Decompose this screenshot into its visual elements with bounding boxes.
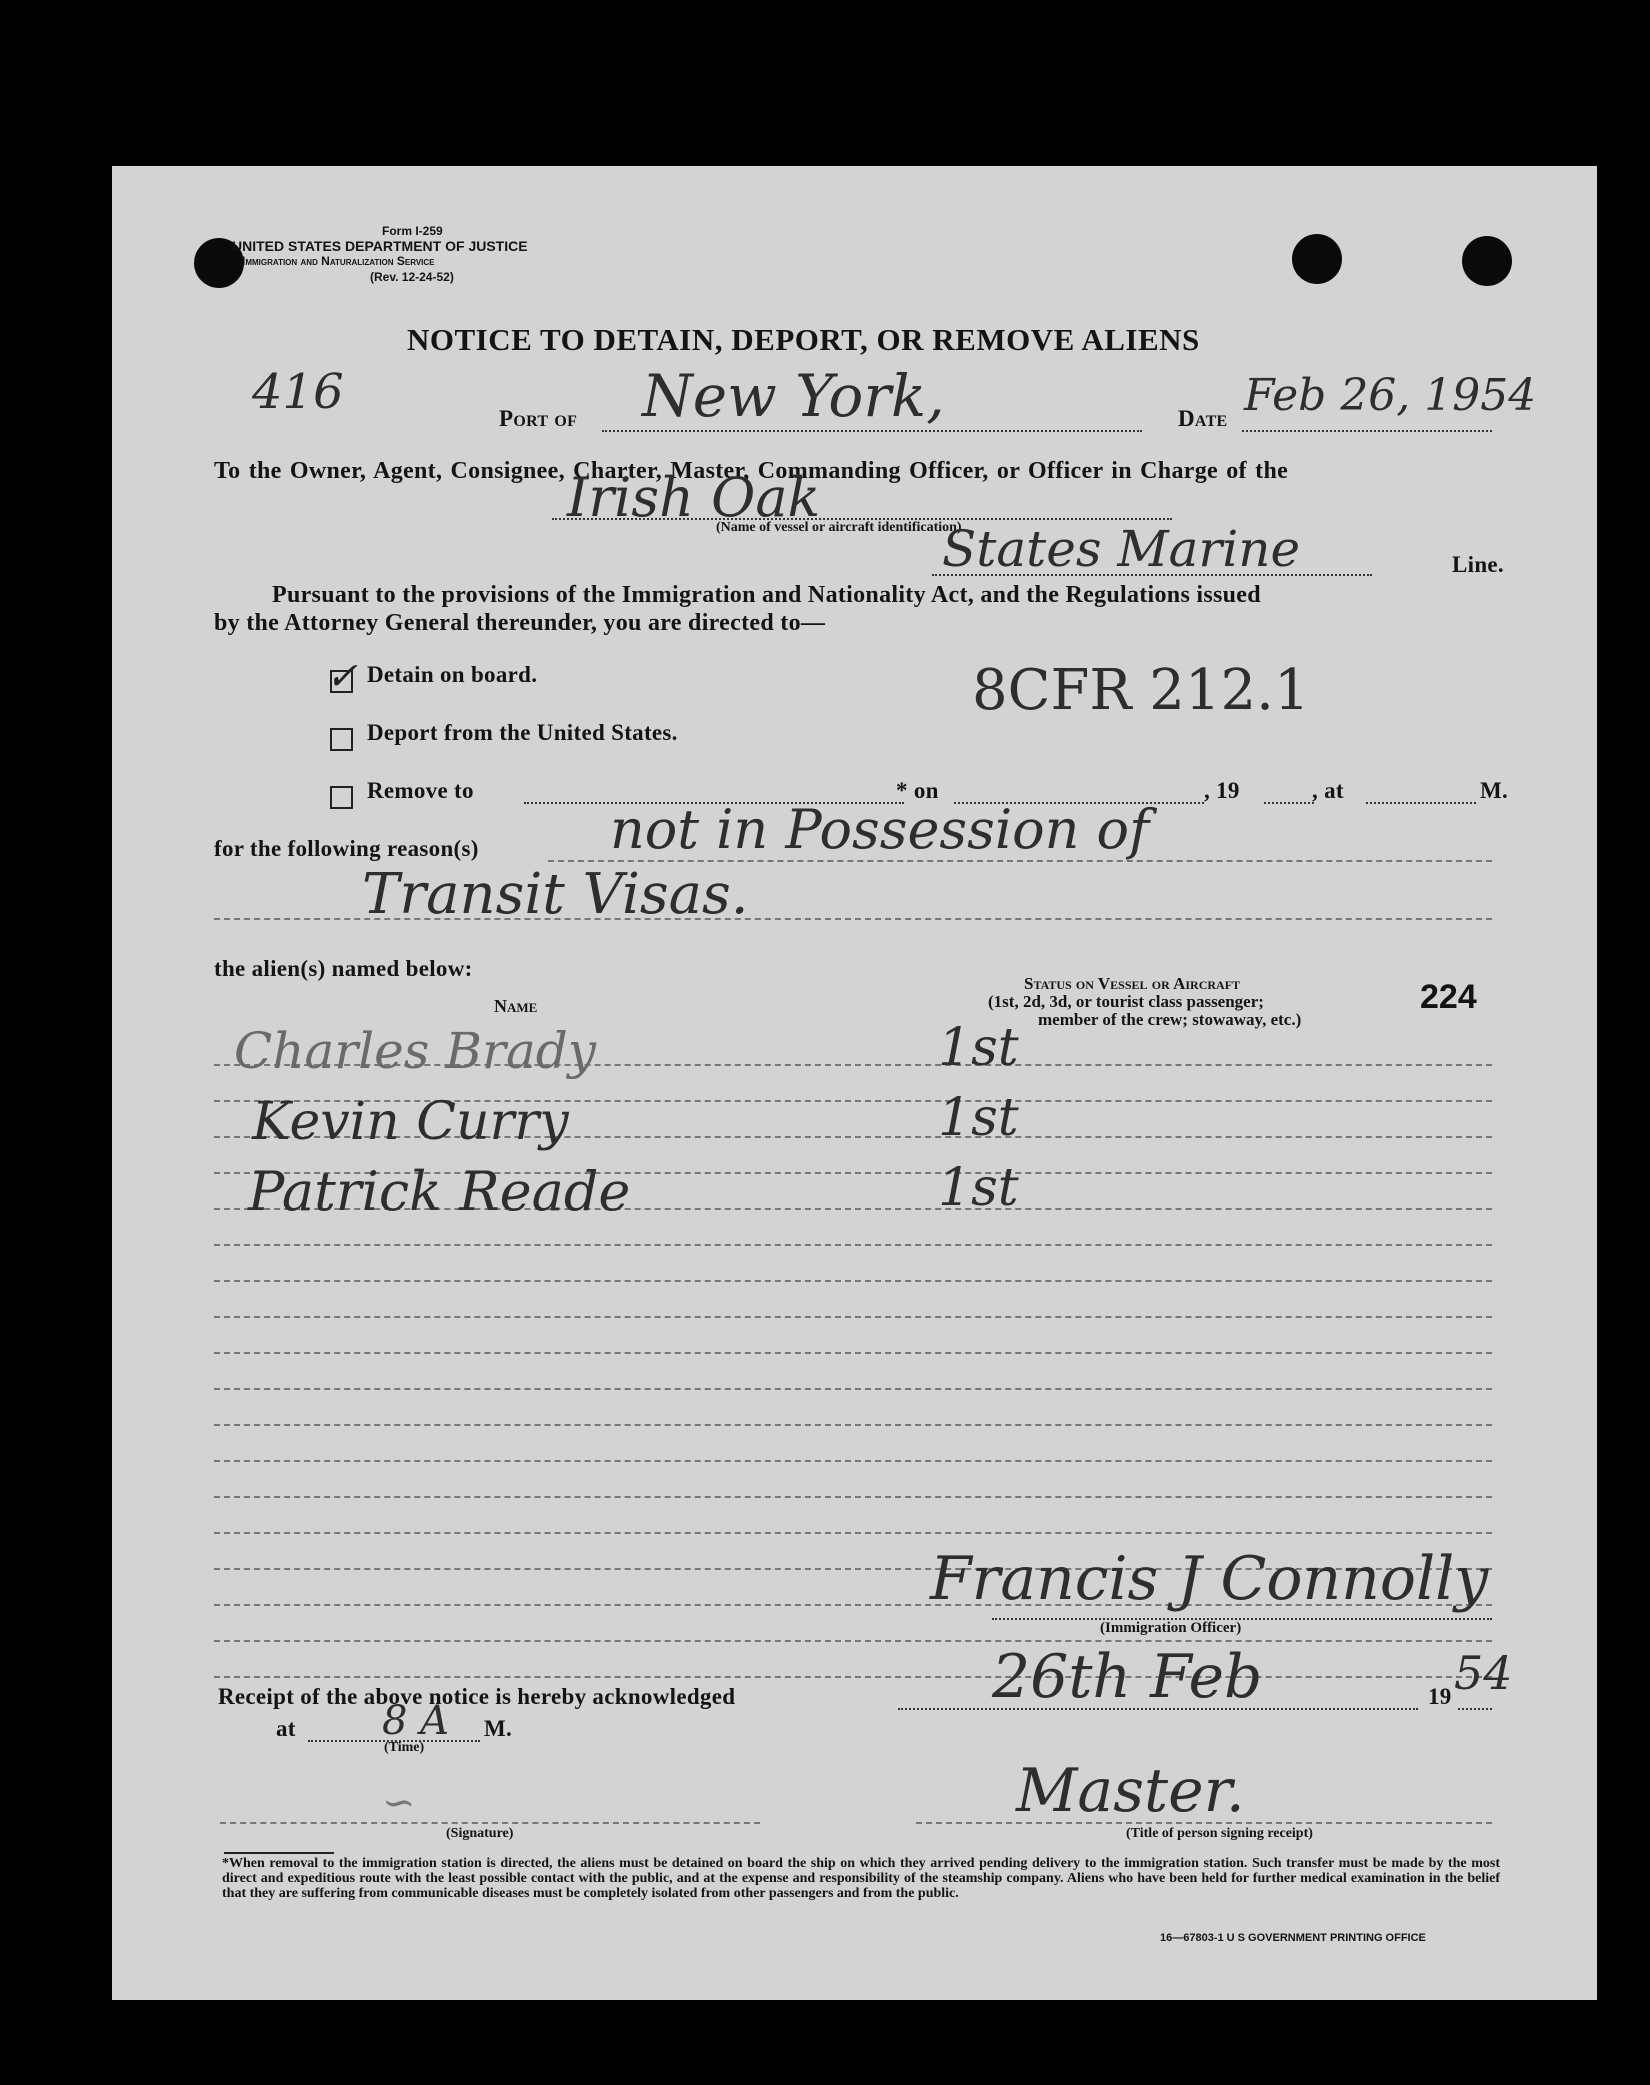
alien-name: Charles Brady (234, 1022, 597, 1080)
footnote-text: *When removal to the immigration station is directed, the aliens must be detained on board the ship on which they arrived pending delivery to the immigration station. Such transfer must be made by the most direct and expeditious route with the least possible contact with the public, and at the expense and responsibility of the steamship company. Aliens who have been held for further medical examination in the belief that they are suffering from communicable diseases must be completely isolated from other passengers and from the public. (222, 1856, 1500, 1901)
option-deport-label: Deport from the United States. (367, 720, 678, 745)
port-line (602, 430, 1142, 432)
title-line (916, 1822, 1492, 1824)
alien-name: Kevin Curry (252, 1092, 569, 1152)
deport-checkbox[interactable] (330, 728, 353, 751)
receipt-year-line (1458, 1708, 1492, 1710)
aliens-label: the alien(s) named below: (214, 956, 473, 981)
officer-caption: (Immigration Officer) (1100, 1620, 1242, 1636)
form-number: Form I-259 (382, 224, 443, 238)
remove-year-line (1264, 802, 1314, 804)
receipt-m-label: M. (484, 1716, 513, 1741)
signature-line (220, 1822, 760, 1824)
receipt-title: Master. (1016, 1756, 1245, 1826)
date-value: Feb 26, 1954 (1244, 370, 1537, 421)
line-line (932, 574, 1372, 576)
revision-date: (Rev. 12-24-52) (370, 270, 454, 284)
time-caption: (Time) (384, 1740, 425, 1755)
officer-signature: Francis J Connolly (930, 1544, 1489, 1614)
officer-signature-line (992, 1618, 1492, 1620)
printer-line: 16—67803-1 U S GOVERNMENT PRINTING OFFICE (1160, 1932, 1426, 1944)
form-title: NOTICE TO DETAIN, DEPORT, OR REMOVE ALIENS (407, 322, 1200, 357)
receipt-year-value: 54 (1454, 1646, 1513, 1700)
vessel-caption: (Name of vessel or aircraft identification) (716, 520, 962, 535)
receipt-date: 26th Feb (992, 1642, 1263, 1712)
stamp-number: 224 (1420, 978, 1477, 1016)
remove-on-label: * on (896, 778, 939, 803)
alien-name: Patrick Reade (248, 1160, 631, 1223)
remove-at-label: , at (1312, 778, 1344, 803)
reason-text-1: not in Possession of (610, 798, 1150, 861)
date-line (1242, 430, 1492, 432)
status-column-note-2: member of the crew; stowaway, etc.) (1038, 1010, 1302, 1029)
line-name: States Marine (942, 520, 1301, 578)
pursuant-text-1: Pursuant to the provisions of the Immigration and Nationality Act, and the Regulations issued (272, 582, 1261, 608)
option-detain-label: Detain on board. (367, 662, 538, 687)
status-column-note-1: (1st, 2d, 3d, or tourist class passenger; (988, 992, 1264, 1011)
remove-year-label: , 19 (1204, 778, 1240, 803)
receipt-time: 8 A (382, 1698, 450, 1744)
name-column-header: Name (494, 996, 538, 1016)
receipt-year-label: 19 (1428, 1684, 1452, 1709)
remove-checkbox[interactable] (330, 786, 353, 809)
department-name: UNITED STATES DEPARTMENT OF JUSTICE (232, 238, 528, 254)
addressee-line: To the Owner, Agent, Consignee, Charter, Master, Commanding Officer, or Officer in Charge of the (214, 458, 1289, 484)
receipt-at-label: at (276, 1716, 296, 1741)
port-label: Port of (499, 406, 578, 431)
receipt-signature: ∽ (382, 1780, 416, 1826)
form-page (112, 166, 1597, 2000)
remove-m-label: M. (1480, 778, 1509, 803)
signature-caption: (Signature) (446, 1826, 514, 1841)
service-name: Immigration and Naturalization Service (242, 254, 435, 268)
option-remove-label: Remove to (367, 778, 474, 803)
line-label: Line. (1452, 552, 1504, 577)
alien-status: 1st (938, 1088, 1019, 1148)
title-caption: (Title of person signing receipt) (1126, 1826, 1313, 1841)
port-value: New York, (642, 362, 945, 430)
status-column-header: Status on Vessel or Aircraft (1024, 974, 1241, 993)
footnote-rule (224, 1852, 334, 1854)
reason-label: for the following reason(s) (214, 836, 479, 861)
vessel-name: Irish Oak (567, 466, 821, 529)
punch-hole-right (1462, 236, 1512, 286)
regulation-note: 8CFR 212.1 (972, 658, 1310, 723)
remove-time-line (1366, 802, 1476, 804)
punch-hole-middle (1292, 234, 1342, 284)
alien-status: 1st (938, 1158, 1019, 1218)
alien-status: 1st (938, 1018, 1019, 1078)
detain-checkmark: ✓ (326, 654, 358, 698)
date-label: Date (1178, 406, 1228, 431)
pursuant-text-2: by the Attorney General thereunder, you are directed to— (214, 610, 826, 636)
reason-text-2: Transit Visas. (362, 862, 749, 927)
receipt-label: Receipt of the above notice is hereby acknowledged (218, 1684, 736, 1709)
margin-number: 416 (252, 364, 344, 420)
